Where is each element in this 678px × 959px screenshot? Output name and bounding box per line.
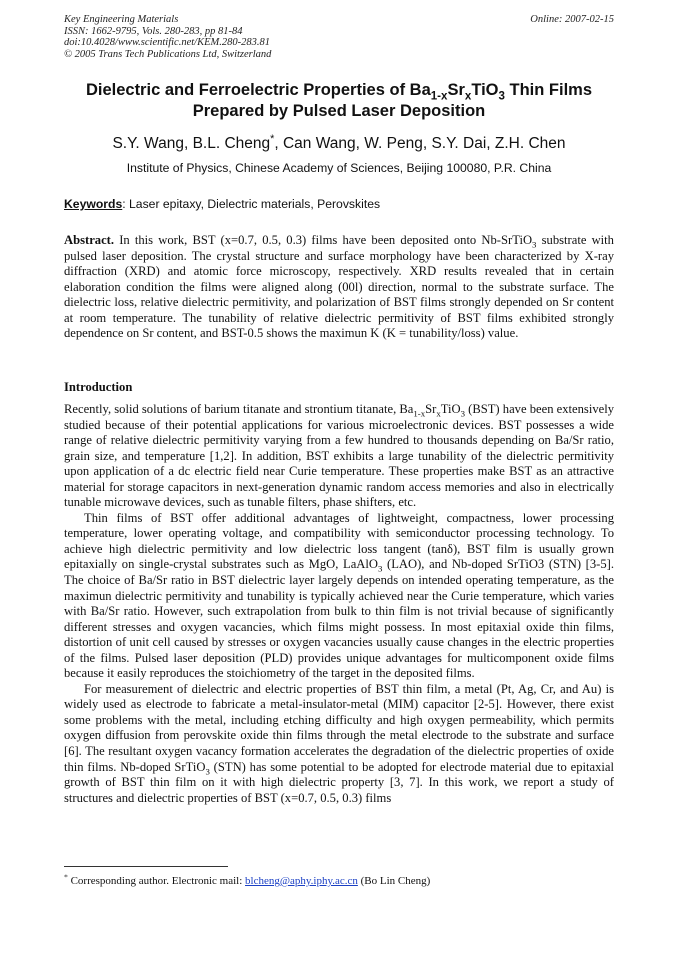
p1-sub-a: 1-x <box>413 408 426 419</box>
p2-text-a: Thin films of BST offer additional advantages of lightweight, compactness, lower processing temperature, lower operating voltage, and compatibility with semiconductor processing technology. To achieve high dielectric permitivity and low dielectric loss tangent (tanδ), BST film is usually grown epitaxially on single-crystal substrates such as MgO, LaAlO <box>64 510 614 572</box>
title-line-1 <box>64 80 614 101</box>
authors-rest: , Can Wang, W. Peng, S.Y. Dai, Z.H. Chen <box>274 135 566 152</box>
title-text-b: Sr <box>447 81 465 99</box>
title-sub-a: 1-x <box>430 90 448 103</box>
intro-paragraph-3 <box>64 682 614 806</box>
abstract-label: Abstract. <box>64 233 115 247</box>
keywords-text: Laser epitaxy, Dielectric materials, Perovskites <box>125 197 381 211</box>
corresponding-mark: * <box>270 132 275 145</box>
p1-text-b: Sr <box>425 402 437 416</box>
abstract-text-2: substrate with pulsed laser deposition. The crystal structure and surface morphology have been characterized by X-ray diffraction (XRD) and atomic force microscopy, respectively. XRD results revealed that in certain elaboration condition the films were aligned along (00l) direction, normal to the substrate surface. The dielectric loss, relative dielectric permitivity, and polarization of BST films strongly depended on Sr content at room temperature. The tunability of relative dielectric permitivity of BST films exhibited strongly dependence on Sr content, and BST-0.5 shows the maximun K (K = tunability/loss) value. <box>64 233 614 341</box>
footnote-divider <box>64 866 228 867</box>
abstract-sub: 3 <box>532 239 537 250</box>
p2-sub-a: 3 <box>377 563 383 574</box>
journal-header <box>64 14 614 60</box>
keywords-line <box>64 196 614 212</box>
title-sub-c: 3 <box>498 90 505 103</box>
p1-text-a: Recently, solid solutions of barium titanate and strontium titanate, Ba <box>64 402 414 416</box>
p1-text-d: (BST) have been extensively studied because of their potential applications for various microelectronic devices. BST possesses a wide range of relative dielectric permitivity varying from a few hundred to thousands depending on Ba/Sr ratio, grain size, and temperature [1,2]. In addition, BST exhibits a large tunability of the dielectric permitivity upon application of a dc electric field near Curie temperature. These properties make BST as an attractive material for storage capacitors in next-generation dynamic random access memories and also in electrically tunable microwave devices, such as tunable filters, phase shifters, etc. <box>64 402 614 510</box>
keywords-label: Keywords <box>64 197 123 211</box>
footnote-after: (Bo Lin Cheng) <box>357 875 431 887</box>
section-heading-introduction: Introduction <box>64 380 133 394</box>
affiliation: Institute of Physics, Chinese Academy of Sciences, Beijing 100080, P.R. China <box>126 161 552 175</box>
authors-first: S.Y. Wang, B.L. Cheng <box>112 135 271 152</box>
p1-text-c: TiO <box>440 402 461 416</box>
intro-paragraph-2 <box>64 511 614 682</box>
footnote <box>64 874 614 888</box>
online-date: Online: 2007-02-15 <box>530 14 614 25</box>
paper-title <box>64 80 614 122</box>
footnote-text: Corresponding author. Electronic mail: <box>67 875 246 887</box>
keywords-colon: : <box>122 197 126 211</box>
p2-text-b: (LAO), and Nb-doped SrTiO3 (STN) [3-5]. The choice of Ba/Sr ratio in BST dielectric layer largely depends on intended operating temperature, as the maximun dielectric permitivity and tunability is typically achieved near the Curie temperature, which varies with Ba/Sr ratio. However, such extrapolation from bulk to thin film is not trivial because of significantly different stresses and oxygen vacancies, which films might possess. In most epitaxial oxide thin films, distortion of unit cell caused by stresses or oxygen vacancies usually cause changes in the electric properties of the films. Pulsed laser deposition (PLD) provides unique advantages for multicomponent oxide films because it easily reproduces the stoichiometry of the target in the deposited films. <box>64 557 614 681</box>
title-text-a: Dielectric and Ferroelectric Properties of Ba <box>85 81 431 99</box>
journal-name: Key Engineering Materials <box>64 14 179 25</box>
p1-sub-b: x <box>436 408 441 419</box>
intro-paragraph-1 <box>64 402 614 511</box>
doi-line: doi:10.4028/www.scientific.net/KEM.280-283.81 <box>64 37 270 48</box>
abstract-text-1: In this work, BST (x=0.7, 0.5, 0.3) films have been deposited onto Nb-SrTiO <box>114 233 533 247</box>
p3-sub-a: 3 <box>205 766 210 777</box>
title-sub-b: x <box>464 90 472 103</box>
p3-text-a: For measurement of dielectric and electric properties of BST thin film, a metal (Pt, Ag, Cr, and Au) is widely used as electrode to fabricate a metal-insulator-metal (MIM) capacitor [2-5]. However, there exist some problems with the metal, including etching difficulty and high oxygen permeability, which permits oxygen diffusion from perovskite oxide thin films through the metal electrode to the substrate and surface [6]. The resultant oxygen vacancy formation accelerates the degradation of the dielectric properties of oxide thin films. Nb-doped SrTiO <box>64 681 614 774</box>
email-link[interactable]: blcheng@aphy.iphy.ac.cn <box>245 875 358 887</box>
p3-text-b: (STN) has some potential to be adopted for electrode material due to epitaxial growth of BST thin film on it with high dielectric property [3, 7]. In this work, we report a study of structures and dielectric properties of BST (x=0.7, 0.5, 0.3) films <box>64 759 614 805</box>
issn-line: ISSN: 1662-9795, Vols. 280-283, pp 81-84 <box>64 25 243 37</box>
abstract <box>64 233 614 342</box>
copyright-line: © 2005 Trans Tech Publications Ltd, Switzerland <box>64 48 272 60</box>
title-line-2: Prepared by Pulsed Laser Deposition <box>192 102 486 120</box>
title-text-c: TiO <box>471 81 499 99</box>
introduction-body <box>64 402 614 806</box>
author-list <box>40 134 638 154</box>
footnote-mark: * <box>64 872 68 882</box>
title-text-d: Thin Films <box>504 81 593 99</box>
p1-sub-c: 3 <box>460 408 465 419</box>
